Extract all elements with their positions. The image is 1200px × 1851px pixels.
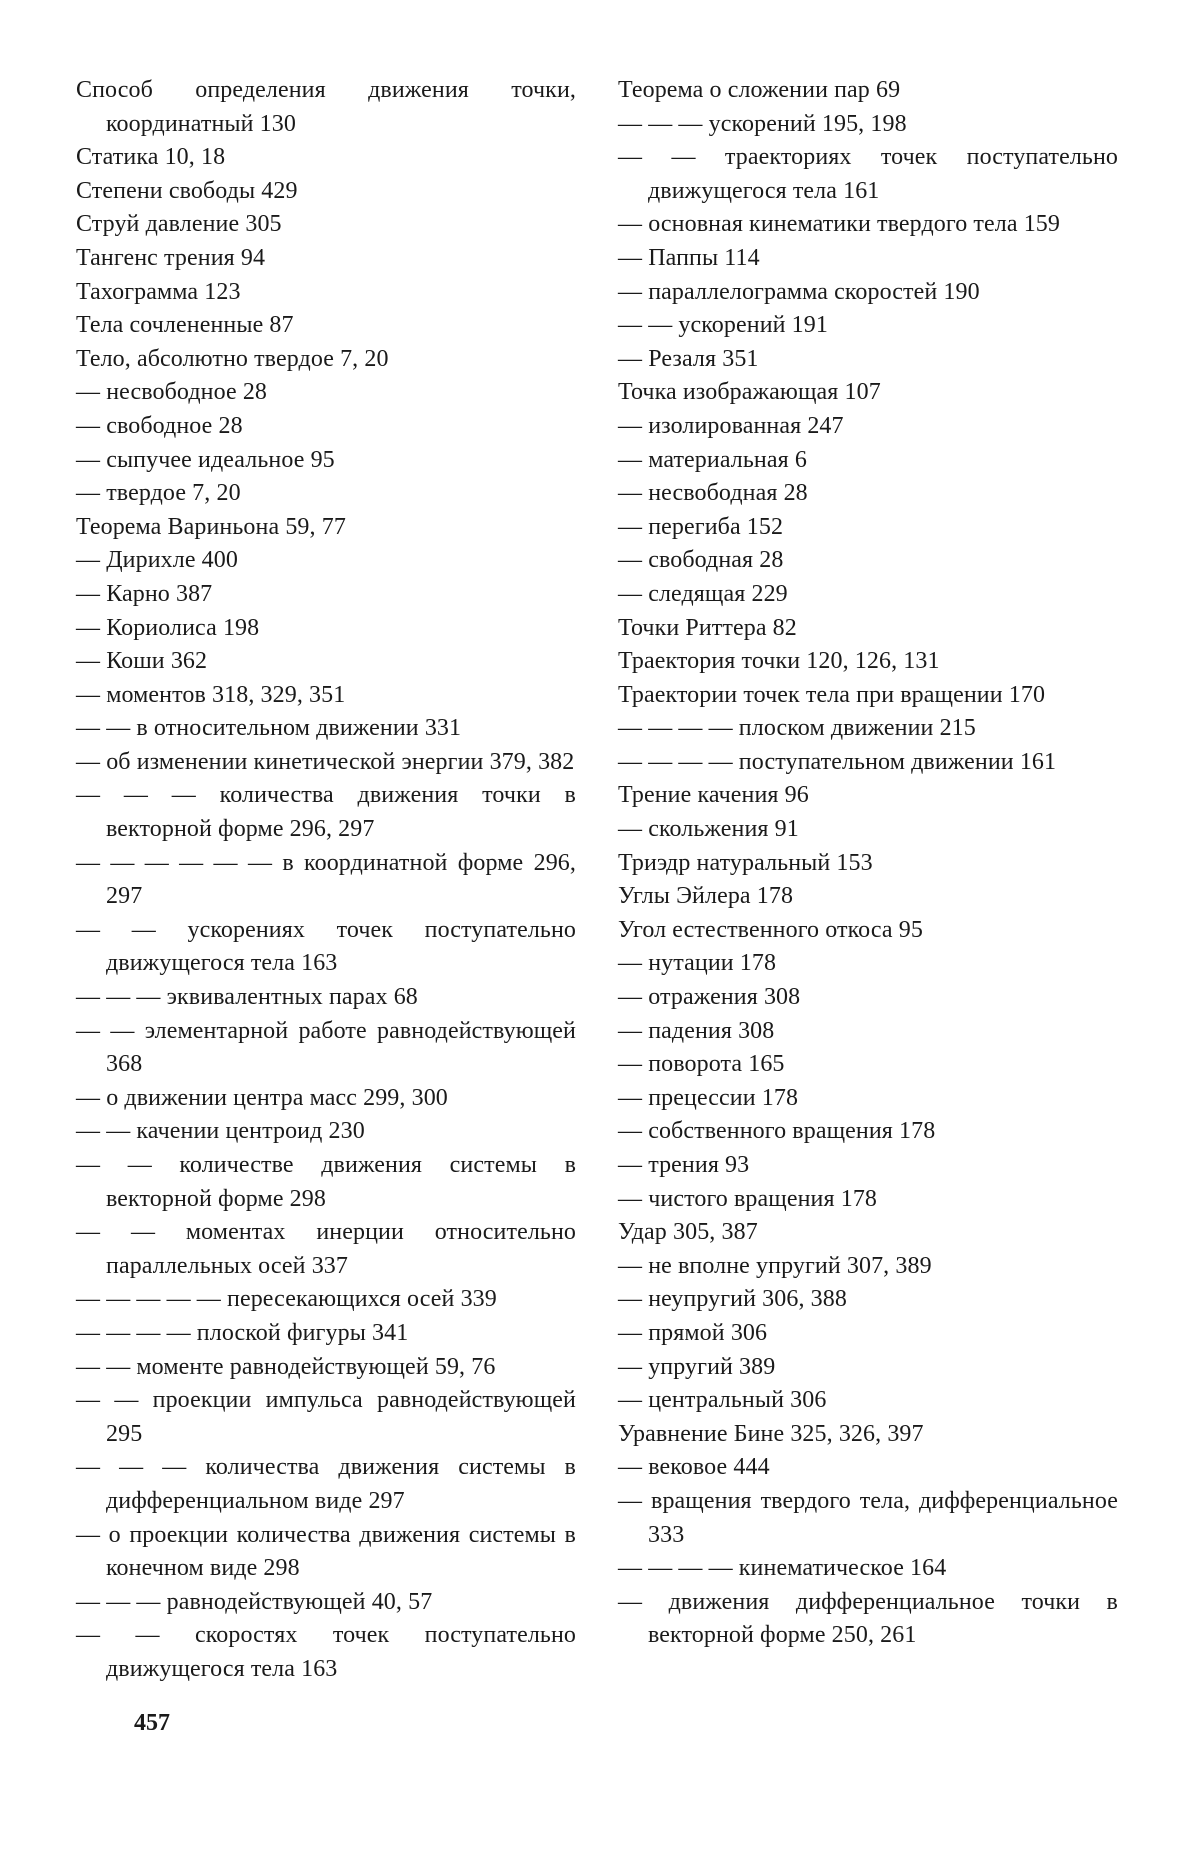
index-entry: — свободное 28 [76,412,243,439]
index-entry: Угол естественного откоса 95 [618,916,923,943]
index-entry: — — — — плоской фигуры 341 [76,1319,409,1346]
index-entry: — отражения 308 [618,984,801,1011]
index-entry: — нутации 178 [618,950,777,977]
index-entry: — изолированная 247 [618,412,844,439]
index-entry: — несвободная 28 [618,480,808,507]
index-entry: — вращения твердого тела, дифференциальное 333 [618,1487,1118,1548]
index-entry: — свободная 28 [618,547,784,574]
index-entry: — сыпучее идеальное 95 [76,446,335,473]
index-entry: — центральный 306 [618,1387,827,1414]
index-entry: — — ускорений 191 [618,312,828,339]
index-entry: — основная кинематики твердого тела 159 [618,211,1060,238]
index-entry: Уравнение Бине 325, 326, 397 [618,1420,924,1447]
index-entry: — Карно 387 [76,580,213,607]
index-entry: — Паппы 114 [618,244,760,271]
index-entry: — — — — поступательном движении 161 [618,748,1057,775]
index-entry: Траектории точек тела при вращении 170 [618,681,1046,708]
index-entry: — следящая 229 [618,580,788,607]
index-entry: Тангенс трения 94 [76,244,266,271]
index-entry: — — качении центроид 230 [76,1118,365,1145]
index-entry: — поворота 165 [618,1051,785,1078]
index-entry: Точки Риттера 82 [618,614,797,641]
index-entry: — о проекции количества движения системы в конечном виде 298 [76,1521,576,1582]
index-entry: — Дирихле 400 [76,547,238,574]
index-entry: — — моменте равнодействующей 59, 76 [76,1353,496,1380]
index-entry: Теорема о сложении пар 69 [618,77,901,103]
index-entry: — падения 308 [618,1017,775,1044]
index-entry: — вековое 444 [618,1454,770,1481]
index-entry: — о движении центра масс 299, 300 [76,1084,448,1111]
index-entry: Тела сочлененные 87 [76,312,294,339]
index-entry: — не вполне упругий 307, 389 [618,1252,932,1279]
index-entry: — неупругий 306, 388 [618,1286,847,1313]
index-entry: — — — — плоском движении 215 [618,715,976,742]
index-entry: Углы Эйлера 178 [618,883,794,910]
index-entry: — собственного вращения 178 [618,1118,936,1145]
index-entry: — — — — — — в координатной форме 296, 297 [76,849,576,910]
index-entry: — моментов 318, 329, 351 [76,681,346,708]
index-entry: — — — количества движения системы в дифференциальном виде 297 [76,1454,576,1514]
index-column-right [618,74,1118,1653]
index-entry: Траектория точки 120, 126, 131 [618,648,940,675]
index-entry: — — траекториях точек поступательно движущегося тела 161 [618,144,1118,204]
index-entry: Триэдр натуральный 153 [618,849,873,876]
index-entry: — движения дифференциальное точки в векторной форме 250, 261 [618,1588,1118,1649]
index-entry: Степени свободы 429 [76,177,298,204]
index-entry: — скольжения 91 [618,816,799,843]
index-entry: — — элементарной работе равнодействующей 368 [76,1017,576,1078]
page-number: 457 [134,1710,170,1736]
index-entry: — прецессии 178 [618,1084,799,1111]
index-entry: Трение качения 96 [618,782,809,809]
index-entry: — трения 93 [618,1152,750,1178]
index-entry: — перегиба 152 [618,513,784,540]
index-entry: Теорема Вариньона 59, 77 [76,513,346,540]
index-entry: — твердое 7, 20 [76,480,241,507]
index-entry: Струй давление 305 [76,211,282,238]
index-entry: Точка изображающая 107 [618,379,881,406]
index-entry: — — — — — пересекающихся осей 339 [76,1286,497,1313]
index-entry: — об изменении кинетической энергии 379, 382 [76,748,575,775]
index-entry: — прямой 306 [618,1319,768,1346]
index-entry: Удар 305, 387 [618,1219,758,1246]
index-entry: Способ определения движения точки, координатный 130 [76,77,576,137]
index-entry: Тело, абсолютно твердое 7, 20 [76,345,389,372]
index-entry: — — ускорениях точек поступательно движущегося тела 163 [76,916,576,977]
index-entry: — Кориолиса 198 [76,614,260,641]
index-entry: — — моментах инерции относительно параллельных осей 337 [76,1219,576,1279]
index-entry: — — — ускорений 195, 198 [618,110,907,137]
index-entry: — — — количества движения точки в векторной форме 296, 297 [76,782,576,843]
index-entry: — — в относительном движении 331 [76,715,462,742]
index-entry: — — — равнодействующей 40, 57 [76,1588,433,1615]
index-entry: — — — эквивалентных парах 68 [76,984,418,1011]
index-entry: — упругий 389 [618,1353,776,1380]
index-entry: — — — — кинематическое 164 [618,1555,947,1582]
index-entry: — материальная 6 [618,446,807,473]
index-column-left [76,74,576,1687]
index-entry: — — скоростях точек поступательно движущегося тела 163 [76,1622,576,1682]
index-entry: — Резаля 351 [618,345,759,372]
index-entry: — Коши 362 [76,648,208,675]
index-entry: — параллелограмма скоростей 190 [618,278,980,305]
index-entry: — несвободное 28 [76,379,268,406]
index-entry: Статика 10, 18 [76,144,226,171]
index-entry: — чистого вращения 178 [618,1185,878,1212]
index-entry: — — проекции импульса равнодействующей 295 [76,1387,576,1447]
index-entry: — — количестве движения системы в векторной форме 298 [76,1152,576,1212]
index-entry: Тахограмма 123 [76,278,241,305]
